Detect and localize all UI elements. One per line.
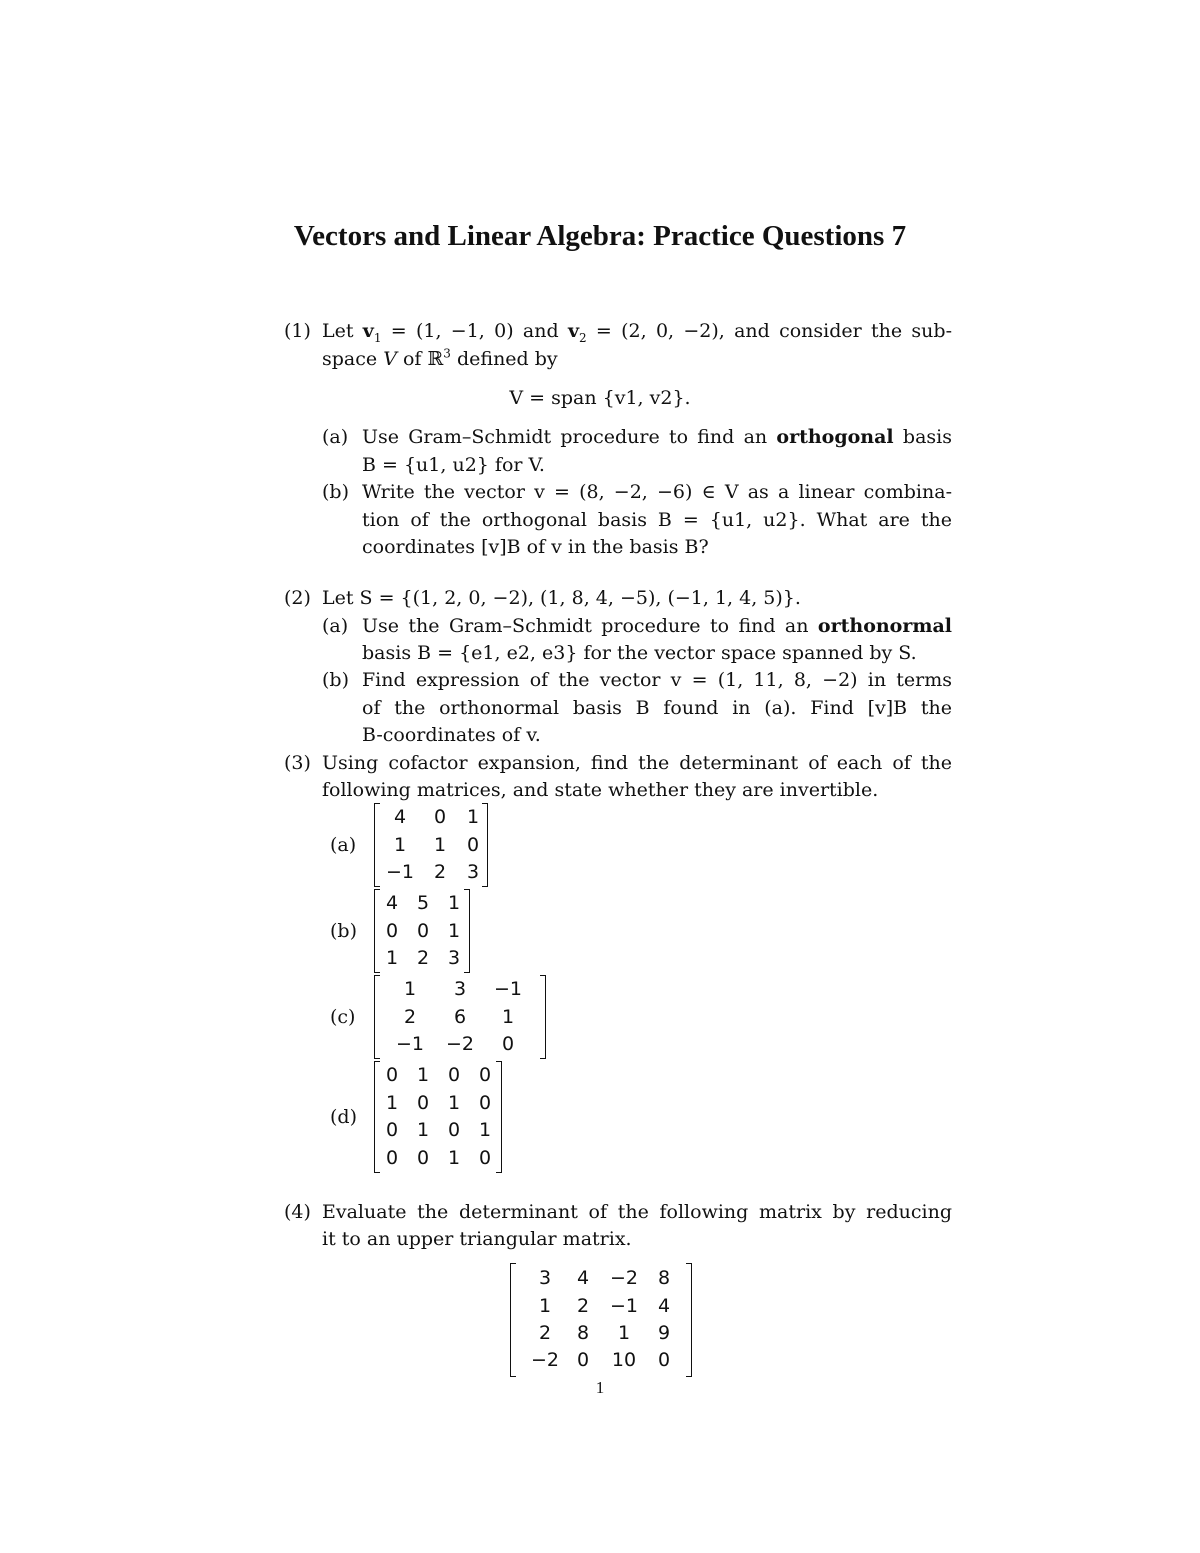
matrix-cell: 3 (447, 947, 461, 969)
q2b-line-1: Find expression of the vector v = (1, 11, 8, −2) in terms (362, 669, 952, 691)
matrix-cell: −1 (395, 1033, 424, 1055)
matrix-cell: 1 (385, 1092, 399, 1114)
q1b-line-3: coordinates [v]B of v in the basis B? (362, 536, 709, 558)
matrix-cell: 0 (478, 1147, 492, 1169)
matrix-cell: 0 (478, 1092, 492, 1114)
matrix-cell: 1 (416, 1064, 430, 1086)
matrix-cell: 0 (576, 1349, 590, 1371)
matrix-cell: 0 (433, 806, 447, 828)
q4-line-2: it to an upper triangular matrix. (322, 1228, 632, 1250)
q2a-line-1: Use the Gram–Schmidt procedure to find an orthonormal (362, 615, 952, 637)
matrix-cell: 1 (447, 1147, 461, 1169)
matrix-cell: 0 (385, 1147, 399, 1169)
matrix-cell: 1 (447, 1092, 461, 1114)
q1-line-2: space V of ℝ$^3$ defined by (322, 346, 558, 370)
matrix-cell: 0 (466, 834, 480, 856)
matrix-cell: −2 (530, 1349, 559, 1371)
matrix-cell: −1 (609, 1295, 638, 1317)
q1b-line-1: Write the vector v = (8, −2, −6) ∈ V as a linear combina- (362, 481, 952, 503)
q1-span-display: V = span {v1, v2}. (509, 387, 691, 409)
q2b-label: (b) (322, 669, 349, 691)
matrix-cell: 3 (453, 978, 467, 1000)
matrix-cell: 0 (416, 920, 430, 942)
matrix-cell: 4 (393, 806, 407, 828)
matrix-cell: 0 (385, 1064, 399, 1086)
matrix-cell: 1 (385, 947, 399, 969)
matrix-cell: 6 (453, 1006, 467, 1028)
matrix-cell: 0 (478, 1064, 492, 1086)
matrix-cell: 1 (393, 834, 407, 856)
matrix-cell: 3 (538, 1267, 552, 1289)
matrix-cell: 0 (657, 1349, 671, 1371)
matrix-cell: 1 (447, 892, 461, 914)
matrix-cell: 0 (416, 1092, 430, 1114)
matrix-cell: 1 (538, 1295, 552, 1317)
q1b-line-2: tion of the orthogonal basis B = {u1, u2}. What are the (362, 509, 952, 531)
q2b-line-3: B-coordinates of v. (362, 724, 541, 746)
matrix-cell: 2 (433, 861, 447, 883)
q1-number: (1) (284, 320, 311, 342)
q4-number: (4) (284, 1201, 311, 1223)
q3b-label: (b) (330, 920, 357, 942)
matrix-cell: 5 (416, 892, 430, 914)
page-title: Vectors and Linear Algebra: Practice Questions 7 (293, 220, 907, 252)
matrix-cell: 4 (576, 1267, 590, 1289)
matrix-cell: 9 (657, 1322, 671, 1344)
matrix-cell: 4 (657, 1295, 671, 1317)
q1b-label: (b) (322, 481, 349, 503)
q2a-label: (a) (322, 615, 349, 637)
matrix-cell: 1 (433, 834, 447, 856)
matrix-cell: 1 (501, 1006, 515, 1028)
matrix-cell: 0 (447, 1064, 461, 1086)
matrix-cell: 10 (611, 1349, 637, 1371)
matrix-cell: −2 (445, 1033, 474, 1055)
q2b-line-2: of the orthonormal basis B found in (a). Find [v]B the (362, 697, 952, 719)
q3d-label: (d) (330, 1106, 357, 1128)
q1-line-1: Let $v_1 = (1$, −1, 0) and $v_2 = (2$, 0, −2), and consider the sub- (322, 320, 952, 345)
q3-line-1: Using cofactor expansion, find the determinant of each of the (322, 752, 952, 774)
matrix-cell: 3 (466, 861, 480, 883)
q2-number: (2) (284, 587, 311, 609)
matrix-cell: −1 (493, 978, 522, 1000)
left-bracket (510, 1263, 516, 1377)
matrix-cell: 1 (447, 920, 461, 942)
q3-line-2: following matrices, and state whether they are invertible. (322, 779, 879, 801)
q3b-matrix (374, 889, 470, 973)
matrix-cell: 2 (403, 1006, 417, 1028)
matrix-cell: 0 (416, 1147, 430, 1169)
matrix-cell: 1 (403, 978, 417, 1000)
matrix-cell: 1 (416, 1119, 430, 1141)
q1a-line-2: B = {u1, u2} for V. (362, 454, 545, 476)
q2-line-1: Let S = {(1, 2, 0, −2), (1, 8, 4, −5), (−1, 1, 4, 5)}. (322, 587, 801, 609)
q3c-label: (c) (330, 1006, 356, 1028)
q4-line-1: Evaluate the determinant of the following matrix by reducing (322, 1201, 952, 1223)
q2a-line-2: basis B = {e1, e2, e3} for the vector space spanned by S. (362, 642, 917, 664)
matrix-cell: 0 (385, 1119, 399, 1141)
left-bracket (374, 975, 380, 1059)
page-number: 1 (595, 1378, 605, 1397)
q3a-label: (a) (330, 834, 357, 856)
matrix-cell: 8 (576, 1322, 590, 1344)
matrix-cell: 1 (617, 1322, 631, 1344)
matrix-cell: 4 (385, 892, 399, 914)
matrix-cell: 2 (538, 1322, 552, 1344)
q3-number: (3) (284, 752, 311, 774)
q1a-label: (a) (322, 426, 349, 448)
q3c-matrix (374, 975, 546, 1059)
right-bracket (686, 1263, 692, 1377)
matrix-cell: 2 (576, 1295, 590, 1317)
matrix-cell: 0 (385, 920, 399, 942)
q1a-line-1: Use Gram–Schmidt procedure to find an orthogonal basis (362, 426, 952, 448)
matrix-cell: 0 (447, 1119, 461, 1141)
right-bracket (540, 975, 546, 1059)
matrix-cell: 2 (416, 947, 430, 969)
matrix-cell: 1 (478, 1119, 492, 1141)
q3a-matrix (374, 803, 488, 887)
matrix-cell: −2 (609, 1267, 638, 1289)
matrix-cell: 1 (466, 806, 480, 828)
matrix-cell: 8 (657, 1267, 671, 1289)
q3d-matrix (374, 1061, 502, 1173)
q4-matrix (510, 1263, 692, 1377)
left-bracket (374, 803, 380, 887)
matrix-cell: −1 (385, 861, 414, 883)
matrix-cell: 0 (501, 1033, 515, 1055)
